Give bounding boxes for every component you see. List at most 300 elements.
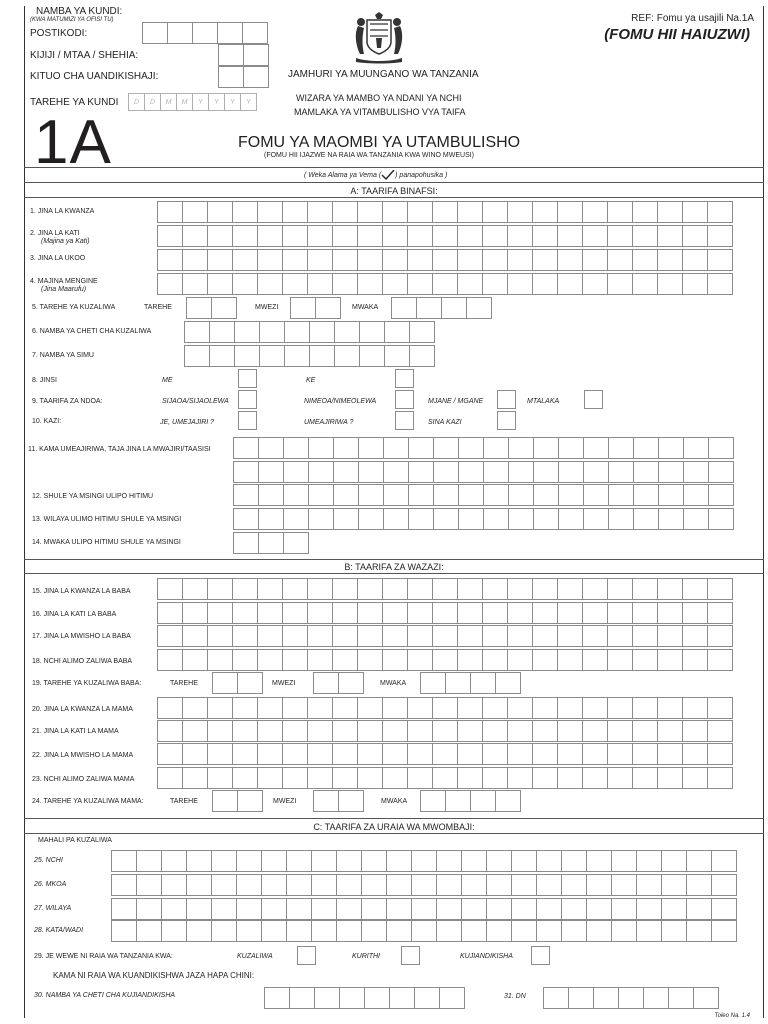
letter-box[interactable] xyxy=(282,767,308,789)
letter-box[interactable] xyxy=(282,697,308,719)
letter-box[interactable] xyxy=(533,461,559,483)
letter-box[interactable] xyxy=(583,437,609,459)
letter-box[interactable] xyxy=(682,273,708,295)
letter-box[interactable] xyxy=(232,743,258,765)
letter-box[interactable] xyxy=(432,697,458,719)
letter-box[interactable] xyxy=(407,578,433,600)
letter-box[interactable] xyxy=(411,898,437,920)
letter-box[interactable] xyxy=(458,437,484,459)
letter-box[interactable] xyxy=(334,345,360,367)
letter-box[interactable] xyxy=(607,743,633,765)
letter-box[interactable] xyxy=(414,987,440,1009)
letter-box[interactable] xyxy=(407,602,433,624)
je-umeajiri-checkbox[interactable] xyxy=(238,411,257,430)
letter-box[interactable] xyxy=(357,697,383,719)
letter-box[interactable] xyxy=(436,898,462,920)
letter-box[interactable] xyxy=(211,898,237,920)
letter-box[interactable] xyxy=(307,743,333,765)
letter-box[interactable] xyxy=(557,720,583,742)
letter-box[interactable] xyxy=(308,437,334,459)
letter-box[interactable] xyxy=(686,920,712,942)
letter-box[interactable] xyxy=(495,790,521,812)
letter-box[interactable] xyxy=(383,508,409,530)
letter-box[interactable] xyxy=(557,578,583,600)
letter-box[interactable] xyxy=(633,437,659,459)
letter-box[interactable] xyxy=(486,874,512,896)
letter-box[interactable] xyxy=(557,625,583,647)
letter-box[interactable] xyxy=(384,345,410,367)
letter-box[interactable] xyxy=(682,249,708,271)
letter-box[interactable] xyxy=(283,484,309,506)
letter-box[interactable] xyxy=(632,578,658,600)
letter-box[interactable] xyxy=(420,672,446,694)
letter-box[interactable] xyxy=(586,898,612,920)
letter-box[interactable] xyxy=(339,987,365,1009)
letter-box[interactable] xyxy=(707,625,733,647)
letter-box[interactable] xyxy=(411,874,437,896)
letter-box[interactable] xyxy=(632,602,658,624)
letter-box[interactable] xyxy=(407,273,433,295)
letter-box[interactable] xyxy=(482,578,508,600)
letter-box[interactable] xyxy=(632,697,658,719)
letter-box[interactable] xyxy=(336,920,362,942)
letter-box[interactable] xyxy=(632,743,658,765)
letter-box[interactable] xyxy=(233,461,259,483)
letter-box[interactable] xyxy=(482,225,508,247)
letter-box[interactable] xyxy=(233,508,259,530)
letter-box[interactable] xyxy=(482,249,508,271)
letter-box[interactable] xyxy=(182,649,208,671)
kituo-field[interactable] xyxy=(218,66,268,88)
letter-box[interactable] xyxy=(686,850,712,872)
letter-box[interactable] xyxy=(507,225,533,247)
letter-box[interactable] xyxy=(182,602,208,624)
letter-box[interactable] xyxy=(633,461,659,483)
letter-box[interactable] xyxy=(409,345,435,367)
letter-box[interactable] xyxy=(308,484,334,506)
letter-box[interactable] xyxy=(511,874,537,896)
letter-box[interactable] xyxy=(407,767,433,789)
letter-box[interactable] xyxy=(307,249,333,271)
letter-box[interactable] xyxy=(233,437,259,459)
letter-box[interactable] xyxy=(636,898,662,920)
letter-box[interactable] xyxy=(457,697,483,719)
shule-ya-msingi-field[interactable] xyxy=(233,484,733,506)
letter-box[interactable] xyxy=(432,649,458,671)
letter-box[interactable] xyxy=(707,649,733,671)
jina-kati-mama-field[interactable] xyxy=(157,720,732,742)
letter-box[interactable] xyxy=(407,625,433,647)
letter-box[interactable] xyxy=(236,898,262,920)
letter-box[interactable] xyxy=(336,874,362,896)
letter-box[interactable] xyxy=(507,201,533,223)
letter-box[interactable] xyxy=(257,578,283,600)
letter-box[interactable] xyxy=(382,602,408,624)
letter-box[interactable] xyxy=(536,874,562,896)
letter-box[interactable] xyxy=(582,697,608,719)
letter-box[interactable] xyxy=(307,225,333,247)
letter-box[interactable] xyxy=(582,767,608,789)
letter-box[interactable] xyxy=(558,437,584,459)
letter-box[interactable] xyxy=(232,273,258,295)
letter-box[interactable] xyxy=(286,850,312,872)
letter-box[interactable] xyxy=(157,578,183,600)
letter-box[interactable] xyxy=(532,225,558,247)
letter-box[interactable] xyxy=(311,920,337,942)
letter-box[interactable] xyxy=(338,790,364,812)
letter-box[interactable] xyxy=(657,743,683,765)
letter-box[interactable] xyxy=(361,874,387,896)
letter-box[interactable] xyxy=(461,920,487,942)
letter-box[interactable] xyxy=(332,743,358,765)
me-checkbox[interactable] xyxy=(238,369,257,388)
kijiji-field[interactable] xyxy=(218,44,268,66)
letter-box[interactable] xyxy=(282,578,308,600)
letter-box[interactable] xyxy=(357,767,383,789)
letter-box[interactable] xyxy=(257,625,283,647)
jina-kati-baba-field[interactable] xyxy=(157,602,732,624)
letter-box[interactable] xyxy=(111,874,137,896)
letter-box[interactable] xyxy=(682,578,708,600)
letter-box[interactable] xyxy=(161,850,187,872)
letter-box[interactable] xyxy=(359,321,385,343)
letter-box[interactable] xyxy=(532,767,558,789)
letter-box[interactable] xyxy=(508,484,534,506)
letter-box[interactable] xyxy=(432,625,458,647)
jina-kwanza-mama-field[interactable] xyxy=(157,697,732,719)
nchi-baba-field[interactable] xyxy=(157,649,732,671)
letter-box[interactable] xyxy=(383,484,409,506)
letter-box[interactable] xyxy=(508,461,534,483)
letter-box[interactable] xyxy=(557,767,583,789)
letter-box[interactable] xyxy=(432,720,458,742)
letter-box[interactable] xyxy=(332,767,358,789)
letter-box[interactable] xyxy=(536,898,562,920)
letter-box[interactable] xyxy=(311,898,337,920)
letter-box[interactable] xyxy=(608,461,634,483)
letter-box[interactable] xyxy=(157,249,183,271)
letter-box[interactable] xyxy=(458,461,484,483)
letter-box[interactable] xyxy=(211,920,237,942)
letter-box[interactable] xyxy=(608,437,634,459)
letter-box[interactable] xyxy=(309,345,335,367)
letter-box[interactable] xyxy=(382,625,408,647)
letter-box[interactable] xyxy=(207,743,233,765)
jina-la-kati-field[interactable] xyxy=(157,225,732,247)
letter-box[interactable] xyxy=(457,602,483,624)
letter-box[interactable] xyxy=(507,743,533,765)
letter-box[interactable] xyxy=(207,767,233,789)
letter-box[interactable] xyxy=(433,461,459,483)
letter-box[interactable] xyxy=(157,625,183,647)
letter-box[interactable] xyxy=(182,249,208,271)
letter-box[interactable] xyxy=(507,273,533,295)
letter-box[interactable] xyxy=(482,649,508,671)
kujiandikisha-checkbox[interactable] xyxy=(531,946,550,965)
letter-box[interactable] xyxy=(307,201,333,223)
letter-box[interactable] xyxy=(386,850,412,872)
tarehe-baba-day-field[interactable] xyxy=(212,672,262,694)
letter-box[interactable] xyxy=(686,898,712,920)
letter-box[interactable] xyxy=(182,201,208,223)
letter-box[interactable] xyxy=(532,649,558,671)
letter-box[interactable] xyxy=(461,850,487,872)
letter-box[interactable] xyxy=(583,508,609,530)
letter-box[interactable] xyxy=(558,508,584,530)
letter-box[interactable] xyxy=(633,508,659,530)
letter-box[interactable] xyxy=(333,484,359,506)
letter-box[interactable] xyxy=(607,625,633,647)
nimeoa-checkbox[interactable] xyxy=(395,390,414,409)
letter-box[interactable] xyxy=(408,508,434,530)
letter-box[interactable] xyxy=(507,720,533,742)
letter-box[interactable] xyxy=(683,461,709,483)
letter-box[interactable] xyxy=(532,249,558,271)
letter-box[interactable] xyxy=(211,874,237,896)
letter-box[interactable] xyxy=(408,437,434,459)
namba-ya-kundi-field[interactable] xyxy=(142,22,267,44)
letter-box[interactable] xyxy=(582,649,608,671)
letter-box[interactable] xyxy=(568,987,594,1009)
letter-box[interactable] xyxy=(286,898,312,920)
letter-box[interactable] xyxy=(693,987,719,1009)
letter-box[interactable] xyxy=(333,508,359,530)
letter-box[interactable] xyxy=(357,578,383,600)
letter-box[interactable] xyxy=(583,461,609,483)
letter-box[interactable] xyxy=(511,898,537,920)
sina-kazi-checkbox[interactable] xyxy=(497,411,516,430)
letter-box[interactable] xyxy=(682,743,708,765)
ke-checkbox[interactable] xyxy=(395,369,414,388)
jina-mwisho-mama-field[interactable] xyxy=(157,743,732,765)
letter-box[interactable] xyxy=(511,920,537,942)
letter-box[interactable] xyxy=(632,625,658,647)
letter-box[interactable] xyxy=(611,920,637,942)
letter-box[interactable] xyxy=(707,201,733,223)
letter-box[interactable] xyxy=(259,321,285,343)
letter-box[interactable] xyxy=(708,508,734,530)
letter-box[interactable] xyxy=(111,850,137,872)
letter-box[interactable] xyxy=(407,697,433,719)
letter-box[interactable] xyxy=(407,720,433,742)
letter-box[interactable] xyxy=(582,249,608,271)
nchi-mama-field[interactable] xyxy=(157,767,732,789)
letter-box[interactable] xyxy=(532,720,558,742)
tarehe-ya-kuzaliwa-year-field[interactable] xyxy=(391,297,491,319)
letter-box[interactable] xyxy=(608,508,634,530)
letter-box[interactable] xyxy=(607,225,633,247)
letter-box[interactable] xyxy=(483,461,509,483)
letter-box[interactable] xyxy=(207,201,233,223)
letter-box[interactable] xyxy=(333,461,359,483)
letter-box[interactable] xyxy=(334,321,360,343)
letter-box[interactable] xyxy=(361,898,387,920)
letter-box[interactable] xyxy=(157,697,183,719)
letter-box[interactable] xyxy=(382,201,408,223)
letter-box[interactable] xyxy=(282,249,308,271)
letter-box[interactable] xyxy=(358,484,384,506)
letter-box[interactable] xyxy=(309,321,335,343)
letter-box[interactable] xyxy=(657,720,683,742)
letter-box[interactable] xyxy=(543,987,569,1009)
letter-box[interactable] xyxy=(407,249,433,271)
letter-box[interactable] xyxy=(161,898,187,920)
letter-box[interactable] xyxy=(536,850,562,872)
letter-box[interactable] xyxy=(607,249,633,271)
letter-box[interactable] xyxy=(436,850,462,872)
letter-box[interactable] xyxy=(711,898,737,920)
letter-box[interactable] xyxy=(307,602,333,624)
letter-box[interactable] xyxy=(486,898,512,920)
letter-box[interactable] xyxy=(282,720,308,742)
letter-box[interactable] xyxy=(186,850,212,872)
letter-box[interactable] xyxy=(136,874,162,896)
letter-box[interactable] xyxy=(707,249,733,271)
letter-box[interactable] xyxy=(683,484,709,506)
letter-box[interactable] xyxy=(707,602,733,624)
letter-box[interactable] xyxy=(136,920,162,942)
letter-box[interactable] xyxy=(708,437,734,459)
letter-box[interactable] xyxy=(313,790,339,812)
letter-box[interactable] xyxy=(407,743,433,765)
letter-box[interactable] xyxy=(261,920,287,942)
letter-box[interactable] xyxy=(311,874,337,896)
letter-box[interactable] xyxy=(561,920,587,942)
letter-box[interactable] xyxy=(457,720,483,742)
letter-box[interactable] xyxy=(232,720,258,742)
letter-box[interactable] xyxy=(532,625,558,647)
letter-box[interactable] xyxy=(357,602,383,624)
mjane-checkbox[interactable] xyxy=(497,390,516,409)
letter-box[interactable] xyxy=(432,249,458,271)
letter-box[interactable] xyxy=(432,578,458,600)
namba-ya-simu-field[interactable] xyxy=(184,345,434,367)
letter-box[interactable] xyxy=(458,484,484,506)
letter-box[interactable] xyxy=(486,920,512,942)
letter-box[interactable] xyxy=(707,697,733,719)
letter-box[interactable] xyxy=(416,297,442,319)
letter-box[interactable] xyxy=(533,484,559,506)
letter-box[interactable] xyxy=(482,743,508,765)
letter-box[interactable] xyxy=(232,649,258,671)
letter-box[interactable] xyxy=(707,273,733,295)
letter-box[interactable] xyxy=(461,898,487,920)
letter-box[interactable] xyxy=(307,697,333,719)
letter-box[interactable] xyxy=(111,898,137,920)
letter-box[interactable] xyxy=(657,697,683,719)
letter-box[interactable] xyxy=(432,225,458,247)
letter-box[interactable] xyxy=(258,484,284,506)
letter-box[interactable] xyxy=(607,697,633,719)
letter-box[interactable] xyxy=(558,461,584,483)
tarehe-ya-kuzaliwa-month-field[interactable] xyxy=(290,297,340,319)
letter-box[interactable] xyxy=(361,850,387,872)
letter-box[interactable] xyxy=(420,790,446,812)
letter-box[interactable] xyxy=(557,743,583,765)
mwajiri-field-line2[interactable] xyxy=(233,461,733,483)
letter-box[interactable] xyxy=(332,273,358,295)
letter-box[interactable] xyxy=(282,602,308,624)
letter-box[interactable] xyxy=(532,697,558,719)
letter-box[interactable] xyxy=(257,697,283,719)
letter-box[interactable] xyxy=(432,767,458,789)
letter-box[interactable] xyxy=(661,898,687,920)
letter-box[interactable] xyxy=(561,850,587,872)
umeajiriwa-checkbox[interactable] xyxy=(395,411,414,430)
letter-box[interactable] xyxy=(232,602,258,624)
letter-box[interactable] xyxy=(257,249,283,271)
letter-box[interactable] xyxy=(457,249,483,271)
letter-box[interactable] xyxy=(186,874,212,896)
letter-box[interactable] xyxy=(257,743,283,765)
letter-box[interactable] xyxy=(657,201,683,223)
letter-box[interactable] xyxy=(657,225,683,247)
letter-box[interactable] xyxy=(557,273,583,295)
letter-box[interactable] xyxy=(184,345,210,367)
mtalaka-checkbox[interactable] xyxy=(584,390,603,409)
letter-box[interactable] xyxy=(708,461,734,483)
letter-box[interactable] xyxy=(507,249,533,271)
letter-box[interactable] xyxy=(333,437,359,459)
kuzaliwa-checkbox[interactable] xyxy=(297,946,316,965)
letter-box[interactable] xyxy=(583,484,609,506)
mwajiri-field-line1[interactable] xyxy=(233,437,733,459)
letter-box[interactable] xyxy=(511,850,537,872)
letter-box[interactable] xyxy=(207,225,233,247)
letter-box[interactable] xyxy=(283,508,309,530)
letter-box[interactable] xyxy=(457,201,483,223)
letter-box[interactable] xyxy=(632,225,658,247)
letter-box[interactable] xyxy=(157,273,183,295)
letter-box[interactable] xyxy=(357,273,383,295)
letter-box[interactable] xyxy=(483,484,509,506)
letter-box[interactable] xyxy=(657,649,683,671)
letter-box[interactable] xyxy=(257,767,283,789)
letter-box[interactable] xyxy=(557,249,583,271)
letter-box[interactable] xyxy=(358,437,384,459)
letter-box[interactable] xyxy=(391,297,417,319)
letter-box[interactable] xyxy=(407,201,433,223)
letter-box[interactable] xyxy=(557,225,583,247)
letter-box[interactable] xyxy=(682,767,708,789)
letter-box[interactable] xyxy=(507,578,533,600)
letter-box[interactable] xyxy=(207,273,233,295)
letter-box[interactable] xyxy=(211,297,237,319)
tarehe-ya-kundi-field[interactable]: D D M M Y Y Y Y xyxy=(128,93,256,111)
letter-box[interactable] xyxy=(289,987,315,1009)
letter-box[interactable] xyxy=(136,898,162,920)
letter-box[interactable] xyxy=(257,649,283,671)
letter-box[interactable] xyxy=(207,697,233,719)
letter-box[interactable] xyxy=(682,649,708,671)
letter-box[interactable] xyxy=(482,201,508,223)
letter-box[interactable] xyxy=(636,850,662,872)
letter-box[interactable] xyxy=(357,249,383,271)
letter-box[interactable] xyxy=(332,625,358,647)
letter-box[interactable] xyxy=(557,602,583,624)
letter-box[interactable] xyxy=(282,201,308,223)
letter-box[interactable] xyxy=(182,578,208,600)
letter-box[interactable] xyxy=(668,987,694,1009)
letter-box[interactable] xyxy=(382,225,408,247)
letter-box[interactable] xyxy=(607,273,633,295)
letter-box[interactable] xyxy=(332,249,358,271)
letter-box[interactable] xyxy=(432,743,458,765)
letter-box[interactable] xyxy=(445,672,471,694)
letter-box[interactable] xyxy=(258,532,284,554)
letter-box[interactable] xyxy=(382,743,408,765)
letter-box[interactable] xyxy=(383,437,409,459)
